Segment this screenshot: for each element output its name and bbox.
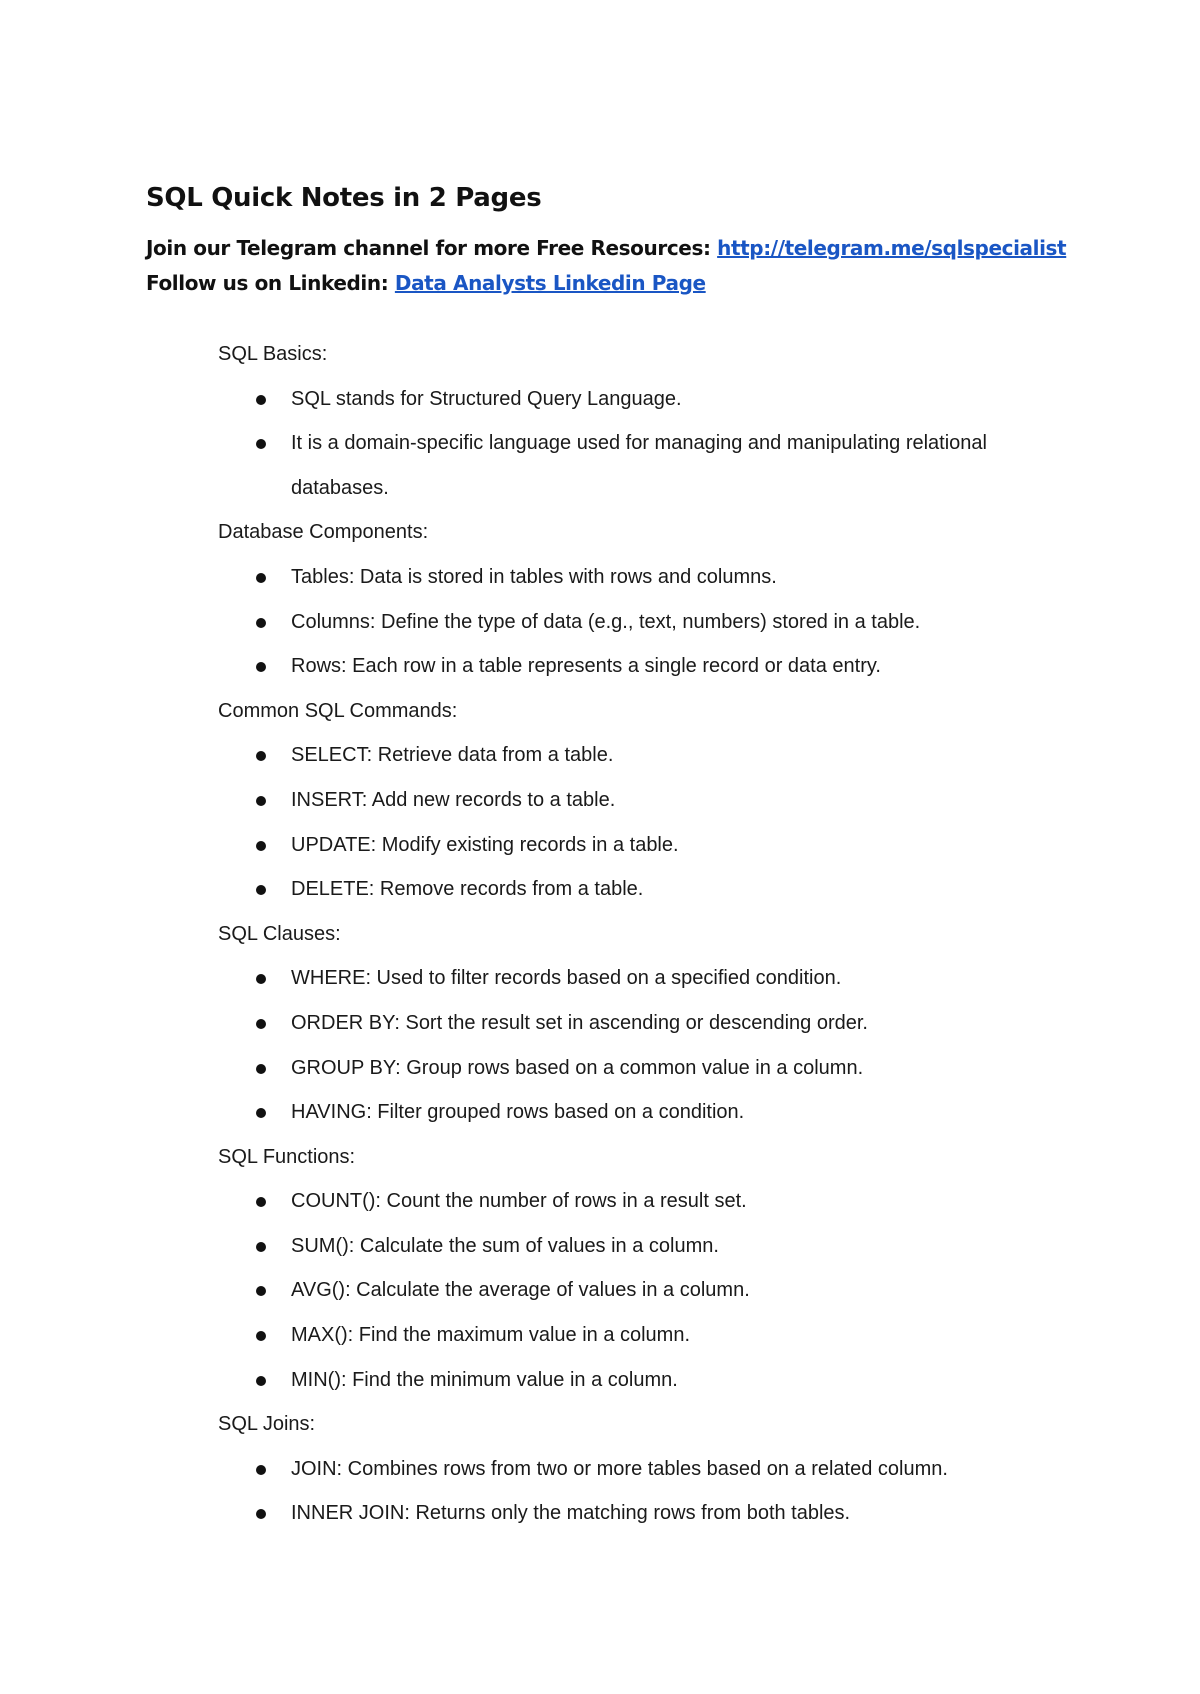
bullet-icon (256, 796, 266, 806)
bullet-icon (256, 618, 266, 628)
list-item-text: Rows: Each row in a table represents a single record or data entry. (291, 655, 881, 678)
list-item-text: Tables: Data is stored in tables with rows and columns. (291, 565, 777, 588)
bullet-icon (256, 439, 266, 449)
section-heading: SQL Joins: (218, 1413, 316, 1436)
list-item (218, 1313, 1031, 1358)
bullet-icon (256, 1242, 266, 1252)
bullet-icon (256, 573, 266, 583)
section-heading: Database Components: (218, 521, 429, 544)
bullet-icon (256, 841, 266, 851)
bullet-icon (256, 974, 266, 984)
bullet-icon (256, 1108, 266, 1118)
list-item-text: AVG(): Calculate the average of values in a column. (291, 1279, 750, 1302)
section-heading: SQL Basics: (218, 343, 328, 365)
list-item-text: WHERE: Used to filter records based on a specified condition. (291, 967, 842, 990)
list-item-text: ORDER BY: Sort the result set in ascending or descending order. (291, 1011, 868, 1034)
bullet-list (218, 733, 1118, 911)
list-item (218, 377, 1031, 422)
list-item (218, 1001, 1031, 1046)
bullet-list (218, 555, 1118, 689)
list-item-text: MIN(): Find the minimum value in a column. (291, 1368, 678, 1391)
list-item (218, 733, 1031, 778)
list-item (218, 644, 1031, 689)
list-item-text: JOIN: Combines rows from two or more tables based on a related column. (291, 1457, 948, 1480)
list-item (218, 867, 1031, 912)
list-item-text: COUNT(): Count the number of rows in a result set. (291, 1190, 747, 1213)
list-item (218, 1491, 1031, 1536)
section-heading: SQL Functions: (218, 1145, 356, 1168)
list-item-text: It is a domain-specific language used for managing and manipulating relational databases. (291, 432, 987, 499)
list-item (218, 956, 1031, 1001)
bullet-icon (256, 662, 266, 672)
bullet-icon (256, 1331, 266, 1341)
bullet-icon (256, 1376, 266, 1386)
telegram-prefix: Join our Telegram channel for more Free Resources: (146, 236, 718, 260)
list-item-text: DELETE: Remove records from a table. (291, 878, 644, 901)
list-item (218, 778, 1031, 823)
notes-content (218, 332, 1118, 1536)
section-heading: Common SQL Commands: (218, 699, 458, 722)
bullet-icon (256, 1197, 266, 1207)
bullet-list (218, 1179, 1118, 1402)
bullet-list (218, 1447, 1118, 1536)
list-item (218, 1090, 1031, 1135)
linkedin-prefix: Follow us on Linkedin: (146, 271, 395, 295)
bullet-list (218, 377, 1118, 511)
bullet-icon (256, 1509, 266, 1519)
linkedin-line (146, 271, 706, 295)
list-item (218, 1358, 1031, 1403)
bullet-icon (256, 1465, 266, 1475)
list-item-text: HAVING: Filter grouped rows based on a condition. (291, 1101, 745, 1124)
list-item-text: UPDATE: Modify existing records in a table. (291, 833, 679, 856)
telegram-link[interactable]: http://telegram.me/sqlspecialist (717, 236, 1067, 260)
list-item-text: INSERT: Add new records to a table. (291, 788, 616, 811)
list-item (218, 823, 1031, 868)
bullet-icon (256, 1064, 266, 1074)
list-item (218, 1046, 1031, 1091)
list-item (218, 600, 1031, 645)
list-item (218, 1179, 1031, 1224)
bullet-icon (256, 751, 266, 761)
list-item-text: SQL stands for Structured Query Language. (291, 387, 682, 410)
bullet-icon (256, 1286, 266, 1296)
list-item (218, 421, 1031, 510)
list-item (218, 1224, 1031, 1269)
telegram-line (146, 236, 1066, 260)
bullet-icon (256, 395, 266, 405)
linkedin-link[interactable]: Data Analysts Linkedin Page (394, 271, 706, 295)
section-heading: SQL Clauses: (218, 922, 341, 945)
list-item-text: SELECT: Retrieve data from a table. (291, 744, 614, 767)
list-item (218, 1447, 1031, 1492)
list-item-text: GROUP BY: Group rows based on a common value in a column. (291, 1056, 864, 1079)
list-item-text: Columns: Define the type of data (e.g., text, numbers) stored in a table. (291, 610, 921, 633)
list-item-text: SUM(): Calculate the sum of values in a column. (291, 1234, 719, 1257)
list-item (218, 1268, 1031, 1313)
bullet-list (218, 956, 1118, 1134)
bullet-icon (256, 885, 266, 895)
bullet-icon (256, 1019, 266, 1029)
list-item-text: INNER JOIN: Returns only the matching rows from both tables. (291, 1502, 851, 1525)
page-title: SQL Quick Notes in 2 Pages (146, 183, 542, 213)
list-item (218, 555, 1031, 600)
list-item-text: MAX(): Find the maximum value in a column. (291, 1324, 691, 1347)
